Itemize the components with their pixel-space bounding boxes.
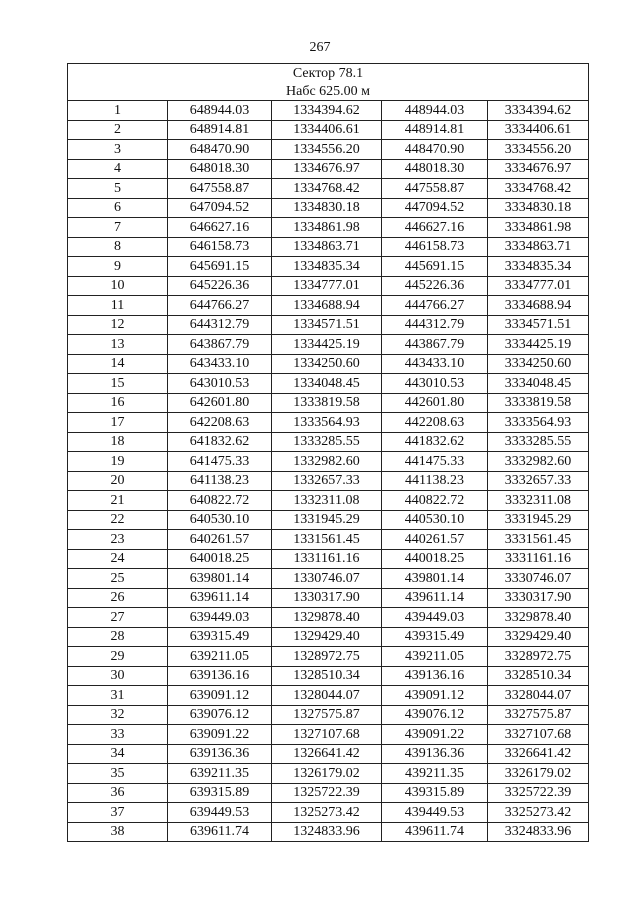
point-number-cell: 21 — [68, 491, 168, 511]
x-coordinate-cell: 646627.16 — [168, 218, 272, 238]
table-row — [68, 608, 589, 628]
point-number-cell: 38 — [68, 822, 168, 842]
point-number-cell: 15 — [68, 374, 168, 394]
y-local-cell: 3333564.93 — [488, 413, 589, 433]
table-row — [68, 159, 589, 179]
x-local-cell: 439136.16 — [382, 666, 488, 686]
y-coordinate-cell: 1331945.29 — [272, 510, 382, 530]
y-local-cell: 3334768.42 — [488, 179, 589, 199]
x-local-cell: 445226.36 — [382, 276, 488, 296]
y-coordinate-cell: 1334676.97 — [272, 159, 382, 179]
x-coordinate-cell: 640822.72 — [168, 491, 272, 511]
y-coordinate-cell: 1334768.42 — [272, 179, 382, 199]
y-local-cell: 3328972.75 — [488, 647, 589, 667]
y-local-cell: 3331945.29 — [488, 510, 589, 530]
table-row — [68, 296, 589, 316]
y-coordinate-cell: 1332311.08 — [272, 491, 382, 511]
table-row — [68, 198, 589, 218]
table-row — [68, 452, 589, 472]
table-row — [68, 179, 589, 199]
y-local-cell: 3325722.39 — [488, 783, 589, 803]
table-row — [68, 510, 589, 530]
x-coordinate-cell: 639801.14 — [168, 569, 272, 589]
x-coordinate-cell: 639611.74 — [168, 822, 272, 842]
x-coordinate-cell: 645691.15 — [168, 257, 272, 277]
point-number-cell: 35 — [68, 764, 168, 784]
table-row — [68, 471, 589, 491]
y-coordinate-cell: 1329878.40 — [272, 608, 382, 628]
y-coordinate-cell: 1332657.33 — [272, 471, 382, 491]
y-local-cell: 3327575.87 — [488, 705, 589, 725]
y-local-cell: 3333285.55 — [488, 432, 589, 452]
table-row — [68, 432, 589, 452]
y-coordinate-cell: 1334777.01 — [272, 276, 382, 296]
point-number-cell: 9 — [68, 257, 168, 277]
x-local-cell: 443433.10 — [382, 354, 488, 374]
x-local-cell: 441832.62 — [382, 432, 488, 452]
point-number-cell: 30 — [68, 666, 168, 686]
point-number-cell: 2 — [68, 120, 168, 140]
x-coordinate-cell: 639315.49 — [168, 627, 272, 647]
table-row — [68, 705, 589, 725]
point-number-cell: 19 — [68, 452, 168, 472]
x-coordinate-cell: 647094.52 — [168, 198, 272, 218]
point-number-cell: 20 — [68, 471, 168, 491]
y-local-cell: 3334556.20 — [488, 140, 589, 160]
x-coordinate-cell: 643867.79 — [168, 335, 272, 355]
y-local-cell: 3326641.42 — [488, 744, 589, 764]
y-coordinate-cell: 1334406.61 — [272, 120, 382, 140]
x-coordinate-cell: 639611.14 — [168, 588, 272, 608]
point-number-cell: 27 — [68, 608, 168, 628]
y-local-cell: 3333819.58 — [488, 393, 589, 413]
y-coordinate-cell: 1333819.58 — [272, 393, 382, 413]
y-local-cell: 3331161.16 — [488, 549, 589, 569]
y-coordinate-cell: 1331561.45 — [272, 530, 382, 550]
y-coordinate-cell: 1334863.71 — [272, 237, 382, 257]
y-coordinate-cell: 1328972.75 — [272, 647, 382, 667]
y-local-cell: 3334676.97 — [488, 159, 589, 179]
table-row — [68, 803, 589, 823]
table-row — [68, 257, 589, 277]
y-coordinate-cell: 1326641.42 — [272, 744, 382, 764]
point-number-cell: 37 — [68, 803, 168, 823]
table-row — [68, 530, 589, 550]
point-number-cell: 3 — [68, 140, 168, 160]
table-row — [68, 218, 589, 238]
point-number-cell: 4 — [68, 159, 168, 179]
y-coordinate-cell: 1334571.51 — [272, 315, 382, 335]
y-coordinate-cell: 1327107.68 — [272, 725, 382, 745]
x-coordinate-cell: 648944.03 — [168, 101, 272, 121]
table-row — [68, 276, 589, 296]
x-local-cell: 446158.73 — [382, 237, 488, 257]
point-number-cell: 10 — [68, 276, 168, 296]
y-local-cell: 3329429.40 — [488, 627, 589, 647]
x-coordinate-cell: 639091.12 — [168, 686, 272, 706]
x-coordinate-cell: 639136.36 — [168, 744, 272, 764]
x-local-cell: 441138.23 — [382, 471, 488, 491]
y-local-cell: 3332311.08 — [488, 491, 589, 511]
y-coordinate-cell: 1334835.34 — [272, 257, 382, 277]
x-coordinate-cell: 640018.25 — [168, 549, 272, 569]
y-local-cell: 3329878.40 — [488, 608, 589, 628]
table-row — [68, 725, 589, 745]
table-row — [68, 783, 589, 803]
point-number-cell: 29 — [68, 647, 168, 667]
table-row — [68, 686, 589, 706]
x-coordinate-cell: 644766.27 — [168, 296, 272, 316]
y-local-cell: 3332657.33 — [488, 471, 589, 491]
x-coordinate-cell: 648914.81 — [168, 120, 272, 140]
sector-height: Набс 625.00 м — [68, 82, 589, 101]
x-local-cell: 448914.81 — [382, 120, 488, 140]
x-local-cell: 439091.22 — [382, 725, 488, 745]
y-local-cell: 3324833.96 — [488, 822, 589, 842]
y-coordinate-cell: 1331161.16 — [272, 549, 382, 569]
y-local-cell: 3334835.34 — [488, 257, 589, 277]
y-coordinate-cell: 1334556.20 — [272, 140, 382, 160]
x-local-cell: 439091.12 — [382, 686, 488, 706]
point-number-cell: 22 — [68, 510, 168, 530]
table-row — [68, 569, 589, 589]
point-number-cell: 24 — [68, 549, 168, 569]
x-local-cell: 447558.87 — [382, 179, 488, 199]
y-coordinate-cell: 1329429.40 — [272, 627, 382, 647]
x-local-cell: 444312.79 — [382, 315, 488, 335]
point-number-cell: 34 — [68, 744, 168, 764]
x-coordinate-cell: 644312.79 — [168, 315, 272, 335]
x-local-cell: 440018.25 — [382, 549, 488, 569]
x-local-cell: 446627.16 — [382, 218, 488, 238]
table-row — [68, 315, 589, 335]
y-local-cell: 3326179.02 — [488, 764, 589, 784]
sector-title: Сектор 78.1 — [68, 64, 589, 83]
table-row — [68, 393, 589, 413]
y-local-cell: 3330746.07 — [488, 569, 589, 589]
x-coordinate-cell: 642208.63 — [168, 413, 272, 433]
y-local-cell: 3330317.90 — [488, 588, 589, 608]
x-local-cell: 439315.89 — [382, 783, 488, 803]
table-row — [68, 120, 589, 140]
x-local-cell: 440822.72 — [382, 491, 488, 511]
table-row — [68, 822, 589, 842]
x-coordinate-cell: 639315.89 — [168, 783, 272, 803]
table-row — [68, 549, 589, 569]
y-local-cell: 3325273.42 — [488, 803, 589, 823]
y-coordinate-cell: 1334861.98 — [272, 218, 382, 238]
x-coordinate-cell: 639211.05 — [168, 647, 272, 667]
x-coordinate-cell: 639449.53 — [168, 803, 272, 823]
x-local-cell: 439611.14 — [382, 588, 488, 608]
y-local-cell: 3334861.98 — [488, 218, 589, 238]
table-row — [68, 335, 589, 355]
x-coordinate-cell: 639449.03 — [168, 608, 272, 628]
x-local-cell: 443867.79 — [382, 335, 488, 355]
point-number-cell: 28 — [68, 627, 168, 647]
y-local-cell: 3328510.34 — [488, 666, 589, 686]
x-coordinate-cell: 641138.23 — [168, 471, 272, 491]
x-local-cell: 448018.30 — [382, 159, 488, 179]
y-coordinate-cell: 1325722.39 — [272, 783, 382, 803]
x-local-cell: 439315.49 — [382, 627, 488, 647]
y-local-cell: 3334048.45 — [488, 374, 589, 394]
table-row — [68, 666, 589, 686]
x-coordinate-cell: 641475.33 — [168, 452, 272, 472]
x-coordinate-cell: 643433.10 — [168, 354, 272, 374]
point-number-cell: 32 — [68, 705, 168, 725]
y-coordinate-cell: 1325273.42 — [272, 803, 382, 823]
x-local-cell: 448470.90 — [382, 140, 488, 160]
x-local-cell: 439076.12 — [382, 705, 488, 725]
y-coordinate-cell: 1328510.34 — [272, 666, 382, 686]
point-number-cell: 26 — [68, 588, 168, 608]
y-coordinate-cell: 1334688.94 — [272, 296, 382, 316]
y-local-cell: 3334830.18 — [488, 198, 589, 218]
point-number-cell: 7 — [68, 218, 168, 238]
x-coordinate-cell: 648470.90 — [168, 140, 272, 160]
x-coordinate-cell: 639211.35 — [168, 764, 272, 784]
y-coordinate-cell: 1328044.07 — [272, 686, 382, 706]
x-local-cell: 445691.15 — [382, 257, 488, 277]
x-local-cell: 447094.52 — [382, 198, 488, 218]
x-local-cell: 440261.57 — [382, 530, 488, 550]
y-coordinate-cell: 1330317.90 — [272, 588, 382, 608]
y-local-cell: 3332982.60 — [488, 452, 589, 472]
y-coordinate-cell: 1324833.96 — [272, 822, 382, 842]
y-coordinate-cell: 1333564.93 — [272, 413, 382, 433]
point-number-cell: 13 — [68, 335, 168, 355]
y-coordinate-cell: 1334250.60 — [272, 354, 382, 374]
x-local-cell: 439801.14 — [382, 569, 488, 589]
x-coordinate-cell: 640530.10 — [168, 510, 272, 530]
y-coordinate-cell: 1326179.02 — [272, 764, 382, 784]
x-local-cell: 439449.03 — [382, 608, 488, 628]
point-number-cell: 16 — [68, 393, 168, 413]
table-row — [68, 413, 589, 433]
y-local-cell: 3328044.07 — [488, 686, 589, 706]
table-row — [68, 764, 589, 784]
page-number: 267 — [309, 40, 331, 55]
y-coordinate-cell: 1334394.62 — [272, 101, 382, 121]
point-number-cell: 6 — [68, 198, 168, 218]
y-local-cell: 3334571.51 — [488, 315, 589, 335]
x-local-cell: 439136.36 — [382, 744, 488, 764]
y-local-cell: 3327107.68 — [488, 725, 589, 745]
y-coordinate-cell: 1327575.87 — [272, 705, 382, 725]
x-local-cell: 439211.05 — [382, 647, 488, 667]
point-number-cell: 1 — [68, 101, 168, 121]
point-number-cell: 23 — [68, 530, 168, 550]
table-row — [68, 588, 589, 608]
y-local-cell: 3334863.71 — [488, 237, 589, 257]
x-local-cell: 443010.53 — [382, 374, 488, 394]
x-local-cell: 444766.27 — [382, 296, 488, 316]
table-row — [68, 647, 589, 667]
table-row — [68, 627, 589, 647]
x-coordinate-cell: 645226.36 — [168, 276, 272, 296]
y-local-cell: 3334250.60 — [488, 354, 589, 374]
x-local-cell: 442601.80 — [382, 393, 488, 413]
table-row — [68, 101, 589, 121]
x-local-cell: 442208.63 — [382, 413, 488, 433]
y-coordinate-cell: 1332982.60 — [272, 452, 382, 472]
point-number-cell: 12 — [68, 315, 168, 335]
table-body — [68, 64, 589, 842]
point-number-cell: 25 — [68, 569, 168, 589]
x-coordinate-cell: 639091.22 — [168, 725, 272, 745]
y-coordinate-cell: 1334830.18 — [272, 198, 382, 218]
y-local-cell: 3334406.61 — [488, 120, 589, 140]
point-number-cell: 18 — [68, 432, 168, 452]
sector-title-row — [68, 64, 589, 83]
point-number-cell: 36 — [68, 783, 168, 803]
y-coordinate-cell: 1334425.19 — [272, 335, 382, 355]
x-coordinate-cell: 641832.62 — [168, 432, 272, 452]
y-coordinate-cell: 1330746.07 — [272, 569, 382, 589]
x-coordinate-cell: 647558.87 — [168, 179, 272, 199]
x-local-cell: 441475.33 — [382, 452, 488, 472]
y-local-cell: 3334394.62 — [488, 101, 589, 121]
table-row — [68, 354, 589, 374]
y-local-cell: 3331561.45 — [488, 530, 589, 550]
point-number-cell: 8 — [68, 237, 168, 257]
x-coordinate-cell: 643010.53 — [168, 374, 272, 394]
x-coordinate-cell: 646158.73 — [168, 237, 272, 257]
x-local-cell: 440530.10 — [382, 510, 488, 530]
point-number-cell: 5 — [68, 179, 168, 199]
x-coordinate-cell: 642601.80 — [168, 393, 272, 413]
point-number-cell: 11 — [68, 296, 168, 316]
x-coordinate-cell: 639136.16 — [168, 666, 272, 686]
point-number-cell: 17 — [68, 413, 168, 433]
x-coordinate-cell: 639076.12 — [168, 705, 272, 725]
x-local-cell: 448944.03 — [382, 101, 488, 121]
table-row — [68, 744, 589, 764]
table-row — [68, 237, 589, 257]
coordinates-table — [67, 63, 589, 842]
sector-height-row — [68, 82, 589, 101]
x-local-cell: 439449.53 — [382, 803, 488, 823]
x-local-cell: 439211.35 — [382, 764, 488, 784]
table-row — [68, 491, 589, 511]
y-coordinate-cell: 1333285.55 — [272, 432, 382, 452]
y-local-cell: 3334688.94 — [488, 296, 589, 316]
point-number-cell: 31 — [68, 686, 168, 706]
y-coordinate-cell: 1334048.45 — [272, 374, 382, 394]
table-row — [68, 140, 589, 160]
x-coordinate-cell: 640261.57 — [168, 530, 272, 550]
point-number-cell: 33 — [68, 725, 168, 745]
x-local-cell: 439611.74 — [382, 822, 488, 842]
table-row — [68, 374, 589, 394]
y-local-cell: 3334425.19 — [488, 335, 589, 355]
point-number-cell: 14 — [68, 354, 168, 374]
y-local-cell: 3334777.01 — [488, 276, 589, 296]
x-coordinate-cell: 648018.30 — [168, 159, 272, 179]
